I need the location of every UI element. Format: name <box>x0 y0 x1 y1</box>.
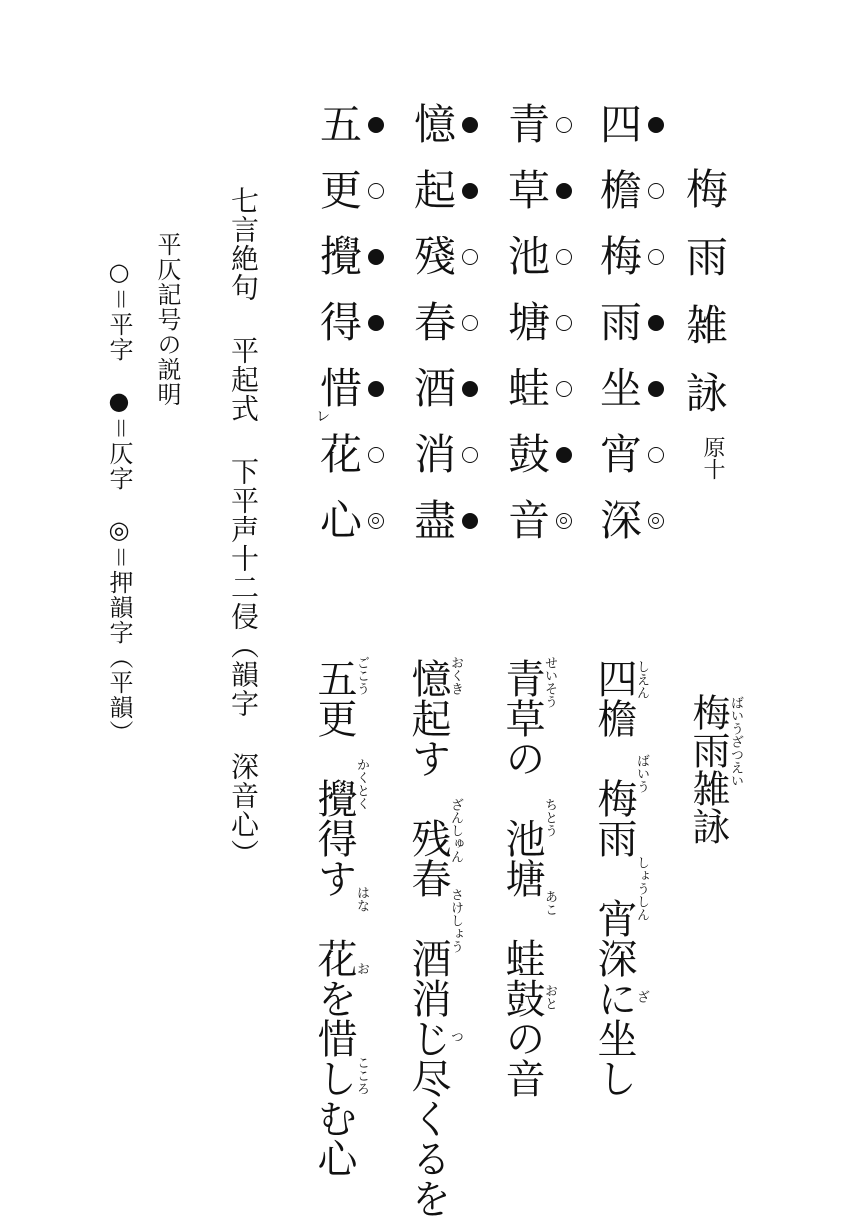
ruby-3-3: さけしょう <box>448 888 463 953</box>
poem-cell <box>410 161 496 221</box>
ping-mark-icon <box>556 315 572 331</box>
rhyme-mark-icon <box>648 513 664 529</box>
poem-char: 起 <box>413 166 456 215</box>
poem-cell <box>316 227 402 287</box>
poem-cell <box>316 491 402 551</box>
poem-char: 梅 <box>599 232 642 281</box>
ruby-1-4: ざ <box>634 990 649 1003</box>
ze-mark-icon <box>368 249 384 265</box>
author-name: 原十 <box>700 436 725 480</box>
ping-mark-icon <box>462 249 478 265</box>
ruby-title: ばいうざつえい <box>728 696 743 787</box>
poem-cell <box>410 359 496 419</box>
ze-mark-icon <box>368 381 384 397</box>
poem-char: 盡 <box>413 496 456 545</box>
poem-cell <box>316 293 402 353</box>
ruby-3-4: つ <box>448 1030 463 1043</box>
poem-cell <box>316 425 402 485</box>
poem-cell <box>504 95 590 155</box>
poem-cell <box>410 95 496 155</box>
poem-char: 花 <box>319 430 362 479</box>
poem-cell <box>316 95 402 155</box>
poem-cell <box>596 359 682 419</box>
poem-char: 深 <box>599 496 642 545</box>
title-char-2: 雨 <box>685 233 728 282</box>
ping-mark-icon <box>648 183 664 199</box>
poem-char: 青 <box>507 100 550 149</box>
ze-mark-icon <box>648 381 664 397</box>
poem-cell <box>596 293 682 353</box>
ruby-2-4: おと <box>542 984 557 1010</box>
reading-line-2: 青草の 池塘 蛙鼓の音 <box>499 658 545 1098</box>
poem-char: 塘 <box>507 298 550 347</box>
poem-char: 雨 <box>599 298 642 347</box>
ruby-3-2: ざんしゅん <box>448 798 463 863</box>
ze-mark-icon <box>462 381 478 397</box>
rhyme-mark-icon <box>556 513 572 529</box>
ping-mark-icon <box>648 447 664 463</box>
poem-char: 更 <box>319 166 362 215</box>
ze-mark-icon <box>368 117 384 133</box>
poem-char: 酒 <box>413 364 456 413</box>
reading-title: 梅雨雑詠 <box>686 693 730 845</box>
ruby-3-1: おくき <box>448 656 463 695</box>
ze-mark-icon <box>462 183 478 199</box>
poem-char: 春 <box>413 298 456 347</box>
poem-cell <box>596 161 682 221</box>
poem-cell <box>596 425 682 485</box>
ping-mark-icon <box>462 315 478 331</box>
poem-cell <box>504 359 590 419</box>
ping-mark-icon <box>368 183 384 199</box>
poem-cell <box>504 293 590 353</box>
ping-mark-icon <box>368 447 384 463</box>
poem-char: 坐 <box>599 364 642 413</box>
poem-char: 憶 <box>413 100 456 149</box>
poem-cell <box>504 425 590 485</box>
poem-char: 檐 <box>599 166 642 215</box>
poem-char: 消 <box>413 430 456 479</box>
ruby-1-3: しょうしん <box>634 856 649 921</box>
ping-mark-icon <box>556 249 572 265</box>
rhyme-mark-icon <box>368 513 384 529</box>
ze-mark-icon <box>462 117 478 133</box>
ping-mark-icon <box>462 447 478 463</box>
ping-mark-icon <box>648 249 664 265</box>
poem-char: 殘 <box>413 232 456 281</box>
poem-char: 心 <box>319 496 362 545</box>
poem-form-info: 七言絶句 平起式 下平声十二侵（韻字 深音心） <box>227 186 260 868</box>
poem-char: 宵 <box>599 430 642 479</box>
poem-char: 四 <box>599 100 642 149</box>
poem-char: 池 <box>507 232 550 281</box>
ze-mark-icon <box>648 315 664 331</box>
poem-cell <box>596 227 682 287</box>
ruby-4-1: ごこう <box>354 656 369 695</box>
ruby-2-1: せいそう <box>542 656 557 708</box>
poem-cell <box>504 491 590 551</box>
poem-cell <box>504 161 590 221</box>
poem-char: 攪 <box>319 232 362 281</box>
legend-body: ○＝平字 ●＝仄字 ◎＝押韻字（平韻） <box>105 258 133 745</box>
ze-mark-icon <box>368 315 384 331</box>
ruby-4-4: お <box>354 962 369 975</box>
reading-line-1: 四檐 梅雨 宵深に坐し <box>591 658 637 1098</box>
ruby-4-5: こころ <box>354 1056 369 1095</box>
ruby-4-3: はな <box>354 886 369 912</box>
poem-cell <box>410 227 496 287</box>
poem-char: 得 <box>319 298 362 347</box>
ze-mark-icon <box>556 183 572 199</box>
title-char-4: 詠 <box>685 369 728 418</box>
ruby-1-2: ばいう <box>634 754 649 793</box>
ruby-2-3: あこ <box>542 890 557 916</box>
poem-cell <box>596 95 682 155</box>
poem-cell <box>504 227 590 287</box>
poem-char: 惜 <box>319 364 362 413</box>
title-char-3: 雑 <box>685 301 728 350</box>
poem-char: 鼓 <box>507 430 550 479</box>
ruby-2-2: ちとう <box>542 798 557 837</box>
poem-char: 蛙 <box>507 364 550 413</box>
poem-char: 音 <box>507 496 550 545</box>
reading-line-4: 五更 攪得す 花を惜しむ心 <box>311 658 357 1178</box>
poem-char: 五 <box>319 100 362 149</box>
legend-title: 平仄記号の説明 <box>153 232 181 407</box>
ze-mark-icon <box>648 117 664 133</box>
title-char-1: 梅 <box>685 165 728 214</box>
poem-cell <box>410 293 496 353</box>
ruby-1-1: しえん <box>634 660 649 699</box>
poem-cell <box>410 491 496 551</box>
poem-cell <box>316 161 402 221</box>
ze-mark-icon <box>556 447 572 463</box>
kaeriten-mark: レ <box>316 409 330 425</box>
poem-cell <box>596 491 682 551</box>
ping-mark-icon <box>556 117 572 133</box>
ze-mark-icon <box>462 513 478 529</box>
poem-char: 草 <box>507 166 550 215</box>
ruby-4-2: かくとく <box>354 758 369 810</box>
reading-line-3: 憶起す 残春 酒消じ尽くるを <box>405 658 451 1218</box>
ping-mark-icon <box>556 381 572 397</box>
poem-cell <box>410 425 496 485</box>
